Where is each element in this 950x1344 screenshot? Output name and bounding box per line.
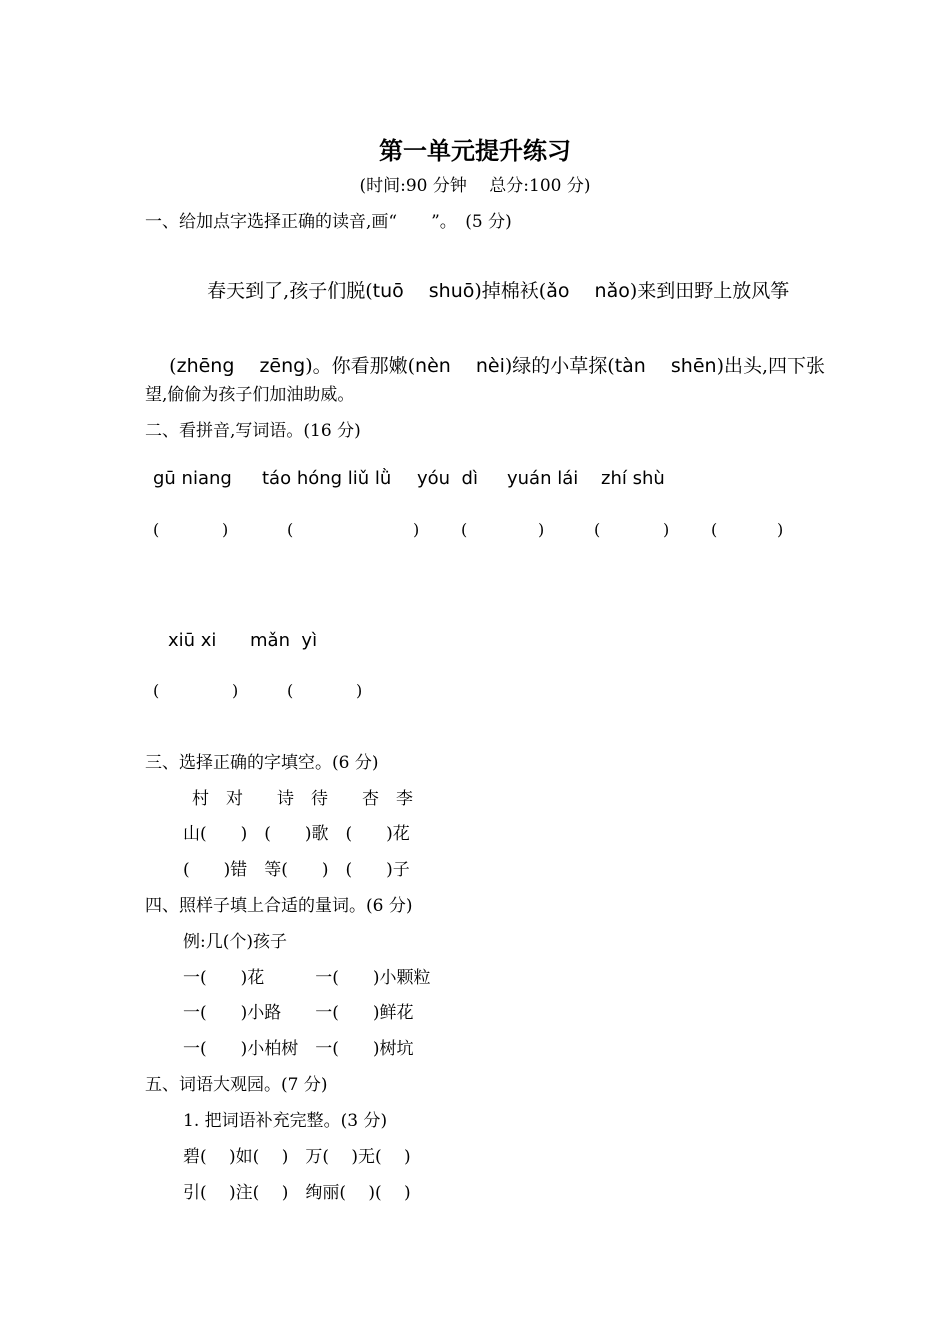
answer-paren-close: ) [777, 520, 784, 539]
q5-heading: 五、词语大观园。(7 分) [145, 1075, 328, 1095]
q2-pinyin-7: mǎn yì [250, 630, 318, 651]
q2-pinyin-5: zhí shù [601, 468, 665, 489]
answer-paren-open: ( [594, 520, 601, 539]
q1-l1-text-2: )掉棉袄( [474, 280, 547, 302]
answer-paren-open: ( [153, 681, 160, 700]
q2-pinyin-2: táo hóng liǔ lǜ [262, 468, 392, 489]
answer-paren-close: ) [356, 681, 363, 700]
answer-paren-open: ( [461, 520, 468, 539]
q1-l2-pinyin-1: zhēng zēng [176, 355, 306, 377]
q1-l1-pinyin-2: ǎo nǎo [546, 280, 630, 302]
answer-paren-close: ) [232, 681, 239, 700]
q1-l1-pinyin-1: tuō shuō [372, 280, 475, 302]
answer-paren-open: ( [711, 520, 718, 539]
q3-line-2: ( )错 等( ) ( )子 [183, 860, 410, 880]
q4-example: 例:几(个)孩子 [183, 932, 287, 952]
q2-pinyin-1: gū niang [153, 468, 232, 489]
q1-passage-line-3: 望,偷偷为孩子们加油助威。 [145, 385, 355, 405]
q5-line-1: 碧( )如( ) 万( )无( ) [183, 1147, 411, 1167]
answer-paren-close: ) [538, 520, 545, 539]
answer-paren-close: ) [413, 520, 420, 539]
q2-pinyin-3: yóu dì [417, 468, 478, 489]
q4-line-3: 一( )小柏树 一( )树坑 [183, 1039, 414, 1059]
q1-l1-text-3: )来到田野上放风筝 [629, 280, 790, 302]
q1-l2-text-2: )。你看那嫩( [305, 355, 416, 377]
q1-l1-text-1: 春天到了,孩子们脱( [207, 280, 373, 302]
q1-l2-text-3: )绿的小草探( [504, 355, 615, 377]
q1-l2-text-4: )出头,四下张 [716, 355, 826, 377]
answer-paren-open: ( [153, 520, 160, 539]
q3-heading: 三、选择正确的字填空。(6 分) [145, 753, 379, 773]
q3-line-1: 山( ) ( )歌 ( )花 [183, 824, 410, 844]
page-subtitle: (时间:90 分钟 总分:100 分) [359, 176, 591, 196]
q5-line-2: 引( )注( ) 绚丽( )( ) [183, 1183, 411, 1203]
answer-paren-open: ( [287, 681, 294, 700]
q4-line-1: 一( )花 一( )小颗粒 [183, 968, 431, 988]
page-title: 第一单元提升练习 [379, 137, 571, 165]
answer-paren-close: ) [222, 520, 229, 539]
q5-subheading-1: 1. 把词语补充完整。(3 分) [183, 1111, 388, 1131]
q1-l2-pinyin-3: tàn shēn [614, 355, 717, 377]
answer-paren-open: ( [287, 520, 294, 539]
answer-paren-close: ) [663, 520, 670, 539]
q1-l2-text-1: ( [169, 355, 177, 377]
q2-heading: 二、看拼音,写词语。(16 分) [145, 421, 361, 441]
q1-l2-pinyin-2: nèn nèi [415, 355, 505, 377]
q2-pinyin-4: yuán lái [507, 468, 579, 489]
q4-heading: 四、照样子填上合适的量词。(6 分) [145, 896, 413, 916]
q2-pinyin-6: xiū xi [168, 630, 217, 651]
q3-character-choices: 村 对 诗 待 杏 李 [192, 789, 413, 809]
q1-passage-line-1 [183, 263, 789, 320]
q4-line-2: 一( )小路 一( )鲜花 [183, 1003, 414, 1023]
q1-heading: 一、给加点字选择正确的读音,画“ ”。 (5 分) [145, 212, 512, 232]
